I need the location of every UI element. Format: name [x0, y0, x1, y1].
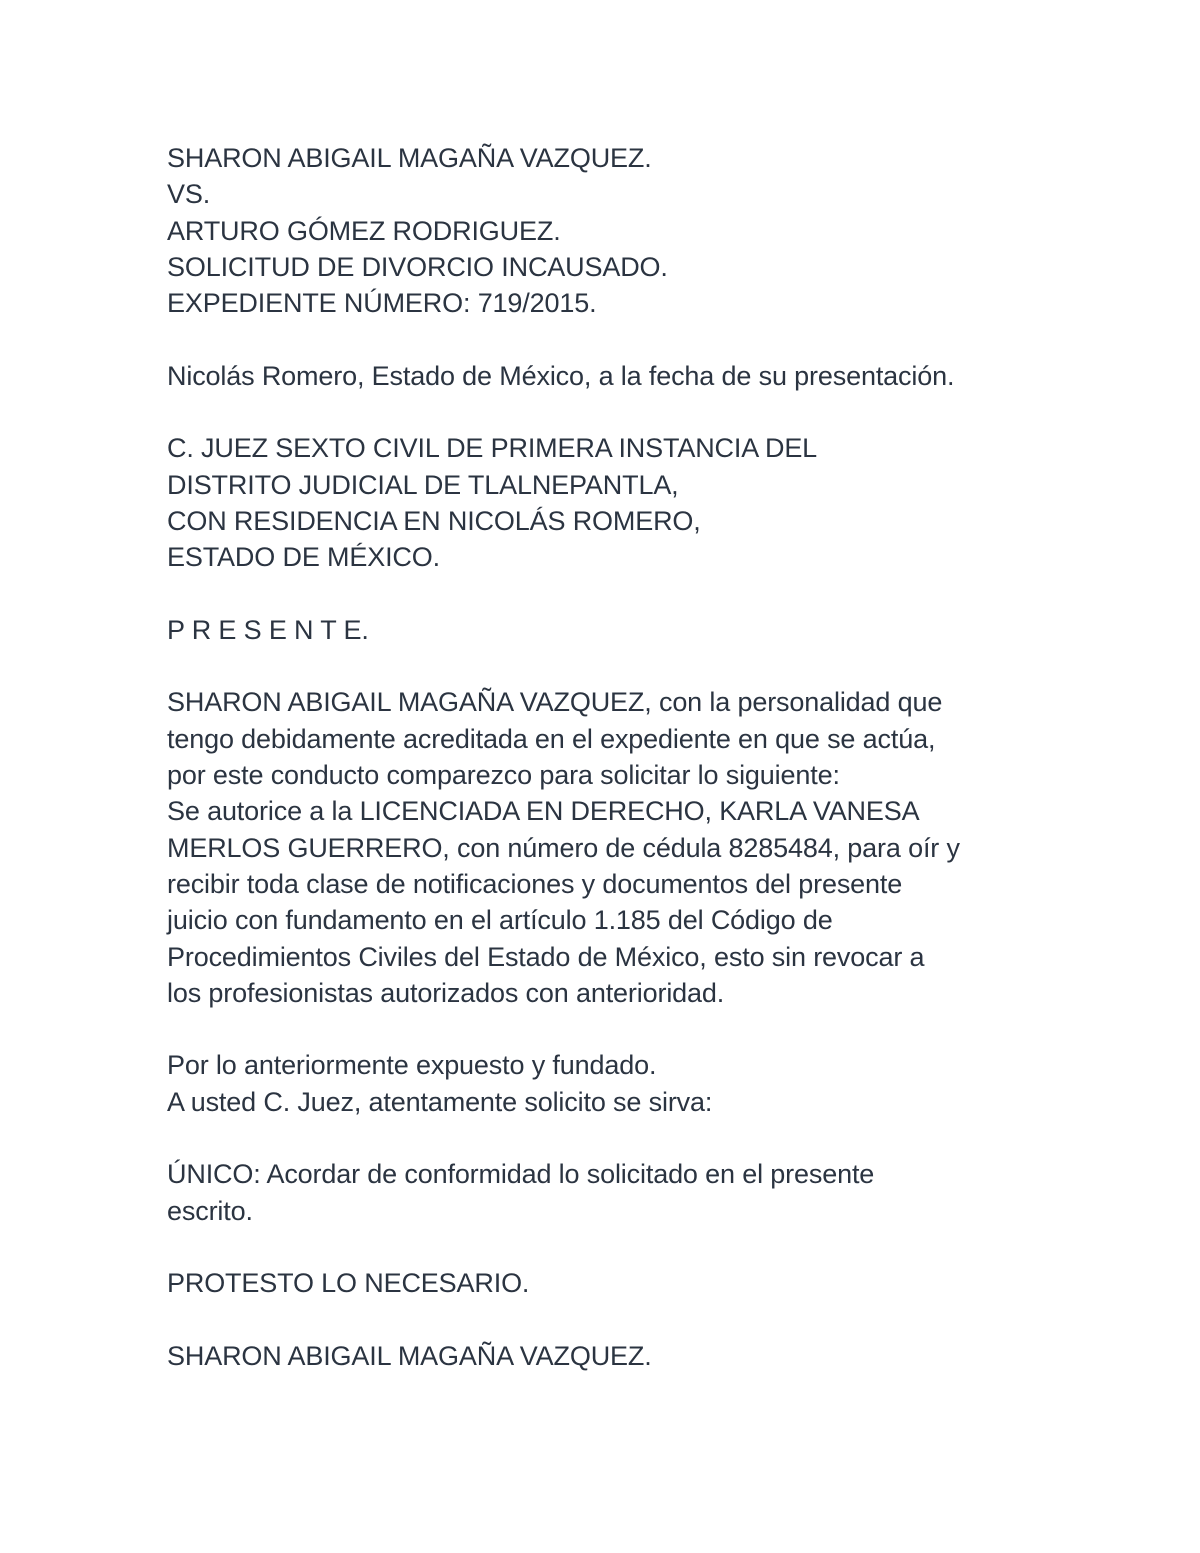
body-line: SHARON ABIGAIL MAGAÑA VAZQUEZ, con la personalidad que: [167, 687, 943, 718]
body-line: Se autorice a la LICENCIADA EN DERECHO, KARLA VANESA: [167, 796, 920, 827]
addressee-line: C. JUEZ SEXTO CIVIL DE PRIMERA INSTANCIA DEL: [167, 433, 818, 464]
spacer: [167, 1229, 1067, 1265]
unique-point-line: escrito.: [167, 1195, 253, 1226]
spacer: [167, 394, 1067, 430]
header-versus: VS.: [167, 179, 211, 210]
petition-line: Por lo anteriormente expuesto y fundado.: [167, 1050, 657, 1081]
spacer: [167, 648, 1067, 684]
header-juicio: SOLICITUD DE DIVORCIO INCAUSADO.: [167, 251, 668, 282]
case-header: [167, 140, 1067, 321]
addressee-line: DISTRITO JUDICIAL DE TLALNEPANTLA,: [167, 469, 679, 500]
body-line: tengo debidamente acreditada en el expediente en que se actúa,: [167, 723, 936, 754]
unique-point-line: ÚNICO: Acordar de conformidad lo solicitado en el presente: [167, 1159, 875, 1190]
body-line: por este conducto comparezco para solicitar lo siguiente:: [167, 760, 840, 791]
body-line: MERLOS GUERRERO, con número de cédula 8285484, para oír y: [167, 832, 960, 863]
body-paragraph: [167, 684, 1067, 1011]
body-line: Procedimientos Civiles del Estado de México, esto sin revocar a: [167, 941, 925, 972]
header-promovente: SHARON ABIGAIL MAGAÑA VAZQUEZ.: [167, 143, 652, 173]
signature-name: SHARON ABIGAIL MAGAÑA VAZQUEZ.: [167, 1340, 652, 1371]
document-body: [167, 140, 1067, 1374]
petition-line: A usted C. Juez, atentamente solicito se sirva:: [167, 1086, 713, 1117]
spacer: [167, 576, 1067, 612]
header-demandado: ARTURO GÓMEZ RODRIGUEZ.: [167, 215, 561, 246]
presente-heading: P R E S E N T E.: [167, 614, 369, 645]
addressee-block: [167, 430, 1067, 575]
spacer: [167, 321, 1067, 357]
protest-statement: PROTESTO LO NECESARIO.: [167, 1268, 530, 1299]
body-line: juicio con fundamento en el artículo 1.185 del Código de: [167, 905, 833, 936]
place-date: Nicolás Romero, Estado de México, a la fecha de su presentación.: [167, 360, 955, 391]
body-line: los profesionistas autorizados con anterioridad.: [167, 977, 725, 1008]
spacer: [167, 1302, 1067, 1338]
spacer: [167, 1120, 1067, 1156]
petition-block: [167, 1047, 1067, 1120]
header-expediente: EXPEDIENTE NÚMERO: 719/2015.: [167, 288, 597, 319]
unique-point-block: [167, 1156, 1067, 1229]
body-line: recibir toda clase de notificaciones y documentos del presente: [167, 868, 903, 899]
spacer: [167, 1011, 1067, 1047]
addressee-line: ESTADO DE MÉXICO.: [167, 542, 440, 573]
addressee-line: CON RESIDENCIA EN NICOLÁS ROMERO,: [167, 505, 701, 536]
